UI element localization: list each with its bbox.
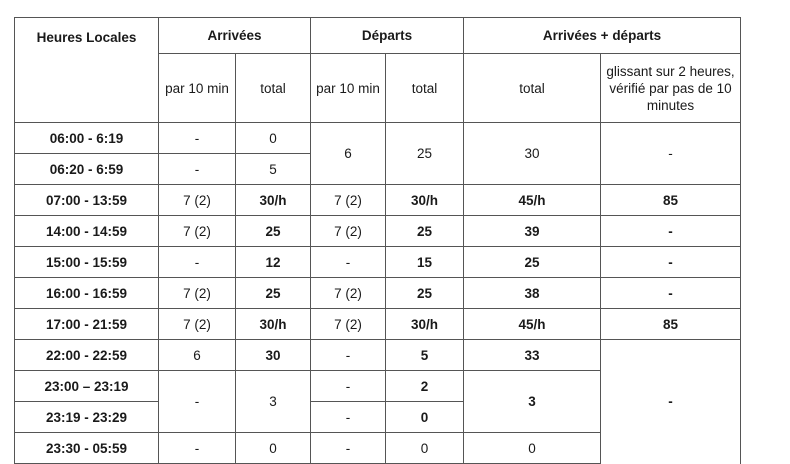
time-cell: 23:19 - 23:29 <box>15 402 159 433</box>
combined-total-cell: 33 <box>464 340 601 371</box>
arrivals-per-10-cell: 7 (2) <box>159 185 236 216</box>
header-heures-locales: Heures Locales <box>15 18 159 123</box>
time-cell: 23:00 – 23:19 <box>15 371 159 402</box>
arrivals-total-cell: 3 <box>236 371 311 433</box>
arrivals-per-10-cell: - <box>159 123 236 154</box>
header-departs: Départs <box>311 18 464 54</box>
combined-total-cell: 0 <box>464 433 601 464</box>
combined-total-cell: 3 <box>464 371 601 433</box>
subheader-arrivees-par-10-min: par 10 min <box>159 54 236 123</box>
time-cell: 22:00 - 22:59 <box>15 340 159 371</box>
table-row <box>15 309 741 340</box>
arrivals-per-10-cell: - <box>159 433 236 464</box>
arrivals-per-10-cell: - <box>159 247 236 278</box>
table-row <box>15 216 741 247</box>
subheader-departs-total: total <box>386 54 464 123</box>
traffic-capacity-table <box>14 17 741 464</box>
sliding-window-cell: - <box>601 247 741 278</box>
table-row <box>15 185 741 216</box>
departures-total-cell: 5 <box>386 340 464 371</box>
subheader-glissant: glissant sur 2 heures, vérifié par pas de 10 minutes <box>601 54 741 123</box>
departures-per-10-cell: 7 (2) <box>311 278 386 309</box>
traffic-table-container <box>14 17 741 464</box>
time-cell: 15:00 - 15:59 <box>15 247 159 278</box>
departures-per-10-cell: - <box>311 340 386 371</box>
departures-per-10-cell: 7 (2) <box>311 185 386 216</box>
combined-total-cell: 38 <box>464 278 601 309</box>
departures-per-10-cell: 6 <box>311 123 386 185</box>
departures-total-cell: 0 <box>386 433 464 464</box>
departures-per-10-cell: - <box>311 371 386 402</box>
departures-per-10-cell: - <box>311 402 386 433</box>
sliding-window-cell: - <box>601 123 741 185</box>
departures-per-10-cell: 7 (2) <box>311 216 386 247</box>
header-arrivees: Arrivées <box>159 18 311 54</box>
arrivals-total-cell: 5 <box>236 154 311 185</box>
arrivals-total-cell: 0 <box>236 433 311 464</box>
arrivals-per-10-cell: 7 (2) <box>159 278 236 309</box>
subheader-departs-par-10-min: par 10 min <box>311 54 386 123</box>
time-cell: 06:20 - 6:59 <box>15 154 159 185</box>
arrivals-total-cell: 12 <box>236 247 311 278</box>
arrivals-total-cell: 25 <box>236 216 311 247</box>
sliding-window-cell: - <box>601 278 741 309</box>
time-cell: 07:00 - 13:59 <box>15 185 159 216</box>
header-arrivees-departs: Arrivées + départs <box>464 18 741 54</box>
table-row <box>15 247 741 278</box>
sliding-window-cell: - <box>601 340 741 464</box>
arrivals-total-cell: 30 <box>236 340 311 371</box>
arrivals-per-10-cell: 7 (2) <box>159 309 236 340</box>
table-row <box>15 278 741 309</box>
sliding-window-cell: 85 <box>601 309 741 340</box>
departures-total-cell: 25 <box>386 216 464 247</box>
subheader-combined-total: total <box>464 54 601 123</box>
combined-total-cell: 45/h <box>464 309 601 340</box>
table-row <box>15 340 741 371</box>
departures-per-10-cell: 7 (2) <box>311 309 386 340</box>
departures-per-10-cell: - <box>311 433 386 464</box>
time-cell: 17:00 - 21:59 <box>15 309 159 340</box>
departures-total-cell: 25 <box>386 123 464 185</box>
departures-total-cell: 15 <box>386 247 464 278</box>
arrivals-total-cell: 25 <box>236 278 311 309</box>
sliding-window-cell: 85 <box>601 185 741 216</box>
time-cell: 16:00 - 16:59 <box>15 278 159 309</box>
combined-total-cell: 30 <box>464 123 601 185</box>
arrivals-per-10-cell: 6 <box>159 340 236 371</box>
arrivals-total-cell: 30/h <box>236 309 311 340</box>
departures-total-cell: 30/h <box>386 185 464 216</box>
arrivals-per-10-cell: - <box>159 371 236 433</box>
time-cell: 14:00 - 14:59 <box>15 216 159 247</box>
arrivals-total-cell: 30/h <box>236 185 311 216</box>
combined-total-cell: 39 <box>464 216 601 247</box>
combined-total-cell: 25 <box>464 247 601 278</box>
departures-total-cell: 2 <box>386 371 464 402</box>
arrivals-per-10-cell: - <box>159 154 236 185</box>
arrivals-total-cell: 0 <box>236 123 311 154</box>
table-row <box>15 123 741 154</box>
departures-total-cell: 0 <box>386 402 464 433</box>
time-cell: 23:30 - 05:59 <box>15 433 159 464</box>
departures-total-cell: 30/h <box>386 309 464 340</box>
subheader-arrivees-total: total <box>236 54 311 123</box>
arrivals-per-10-cell: 7 (2) <box>159 216 236 247</box>
departures-total-cell: 25 <box>386 278 464 309</box>
sliding-window-cell: - <box>601 216 741 247</box>
combined-total-cell: 45/h <box>464 185 601 216</box>
departures-per-10-cell: - <box>311 247 386 278</box>
time-cell: 06:00 - 6:19 <box>15 123 159 154</box>
